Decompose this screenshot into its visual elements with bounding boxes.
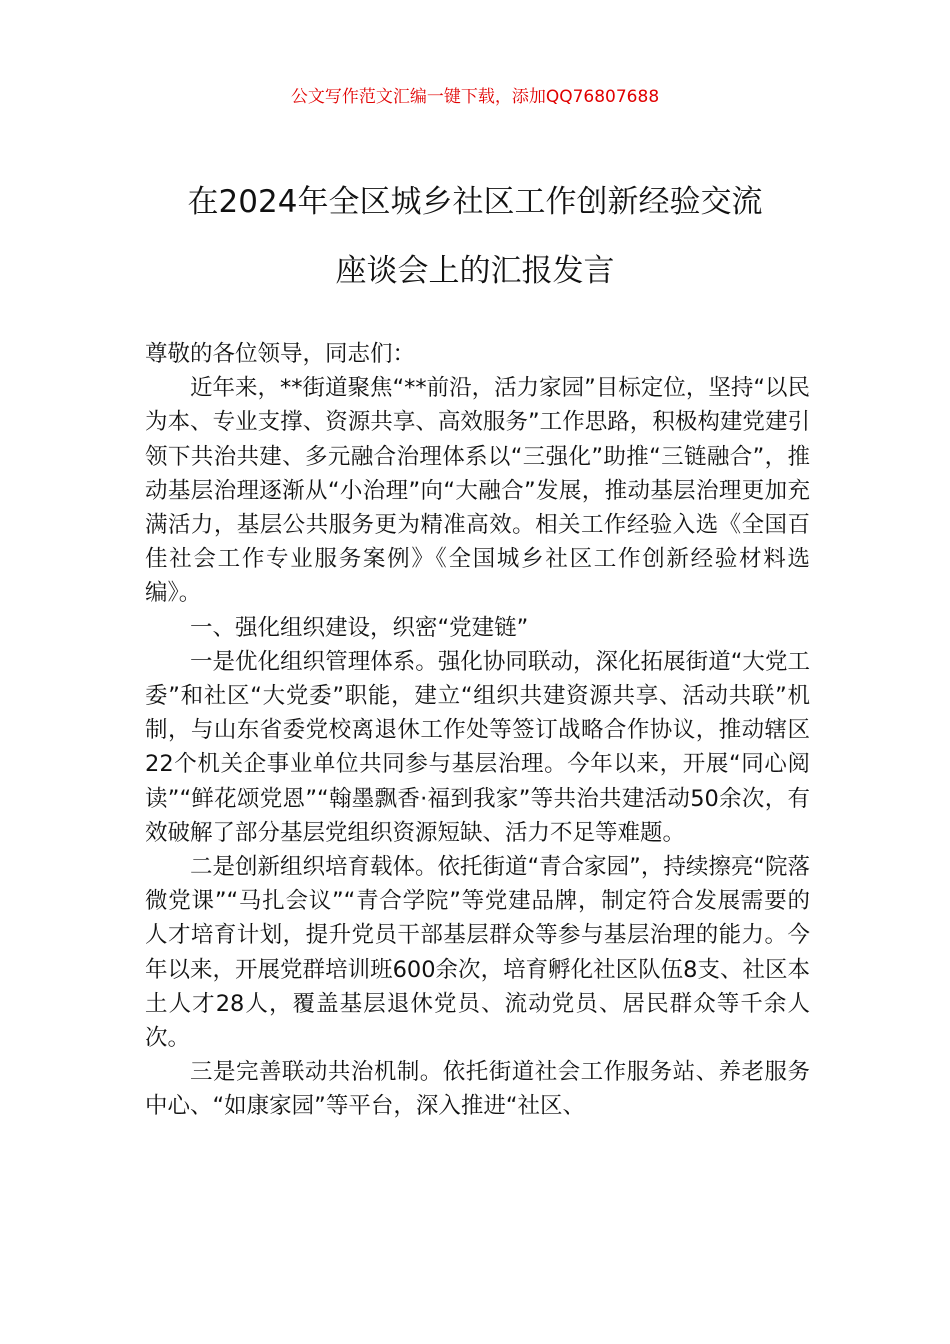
salutation: 尊敬的各位领导，同志们： — [145, 341, 416, 367]
paragraph-point-2: 二是创新组织培育载体。依托街道“青合家园”，持续擦亮“院落微党课”“马扎会议”“青合学院”等党建品牌，制定符合发展需要的人才培育计划，提升党员干部基层群众等参与基层治理的能力。今年以来，开展党群培训班600余次，培育孵化社区队伍8支、社区本土人才28人，覆盖基层退休党员、流动党员、居民群众等千余人次。 — [145, 854, 810, 1052]
document-title-line-2: 座谈会上的汇报发言 — [335, 253, 615, 289]
section-heading-1: 一、强化组织建设，织密“党建链” — [190, 614, 529, 641]
paragraph-point-1: 一是优化组织管理体系。强化协同联动，深化拓展街道“大党工委”和社区“大党委”职能，建立“组织共建资源共享、活动共联”机制，与山东省委党校离退休工作处等签订战略合作协议，推动辖区22个机关企事业单位共同参与基层治理。今年以来，开展“同心阅读”“鲜花颂党恩”“翰墨飘香·福到我家”等共治共建活动50余次，有效破解了部分基层党组织资源短缺、活力不足等难题。 — [145, 648, 810, 846]
document-body — [145, 337, 810, 1124]
paragraph-intro: 近年来，**街道聚焦“**前沿，活力家园”目标定位，坚持“以民为本、专业支撑、资源共享、高效服务”工作思路，积极构建党建引领下共治共建、多元融合治理体系以“三强化”助推“三链融合”，推动基层治理逐渐从“小治理”向“大融合”发展，推动基层治理更加充满活力，基层公共服务更为精准高效。相关工作经验入选《全国百佳社会工作专业服务案例》《全国城乡社区工作创新经验材料选编》。 — [145, 375, 810, 607]
paragraph-point-3: 三是完善联动共治机制。依托街道社会工作服务站、养老服务中心、“如康家园”等平台，深入推进“社区、 — [145, 1059, 810, 1120]
promo-banner: 公文写作范文汇编一键下载，添加QQ76807688 — [290, 87, 660, 107]
document-title-line-1: 在2024年全区城乡社区工作创新经验交流 — [187, 184, 763, 220]
